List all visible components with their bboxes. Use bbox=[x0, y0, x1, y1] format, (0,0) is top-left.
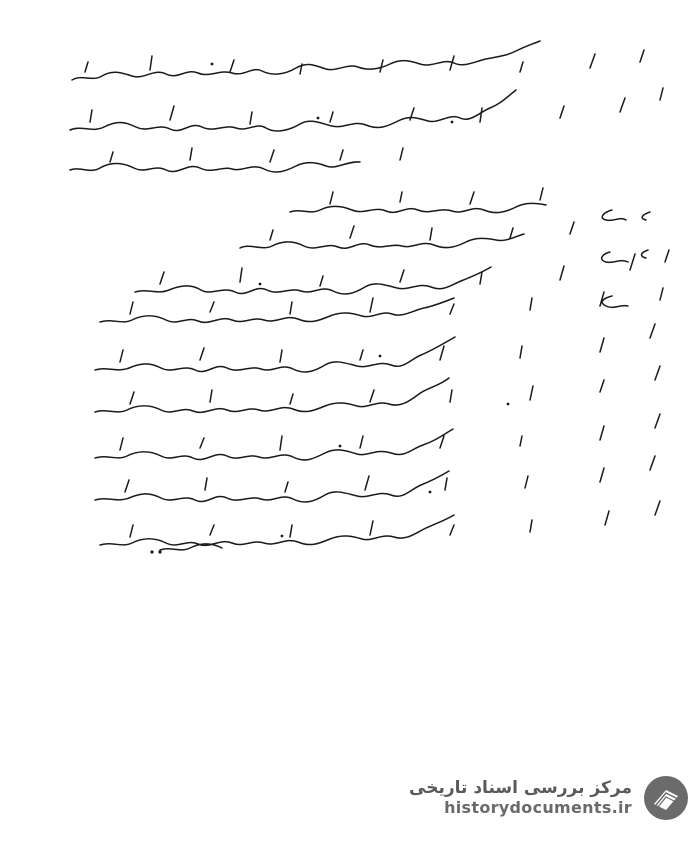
handwriting-line-10 bbox=[95, 429, 453, 460]
watermark bbox=[390, 767, 690, 829]
handwriting-line-11 bbox=[95, 471, 449, 502]
watermark-title: مرکز بررسی اسناد تاریخی bbox=[409, 778, 632, 799]
handwriting-line-2 bbox=[70, 90, 516, 131]
handwriting-line-5 bbox=[240, 234, 524, 248]
handwriting-line-1 bbox=[72, 41, 540, 80]
book-logo-icon bbox=[642, 774, 690, 822]
handwriting-line-9 bbox=[95, 378, 449, 412]
handwriting-line-12 bbox=[100, 515, 454, 545]
handwriting-line-3 bbox=[70, 162, 360, 172]
handwriting-line-8 bbox=[95, 337, 455, 372]
watermark-text bbox=[409, 779, 632, 817]
watermark-url: historydocuments.ir bbox=[444, 797, 632, 817]
handwriting-line-6 bbox=[135, 267, 491, 294]
handwriting-line-4 bbox=[290, 203, 546, 212]
handwriting-line-7 bbox=[100, 298, 454, 322]
